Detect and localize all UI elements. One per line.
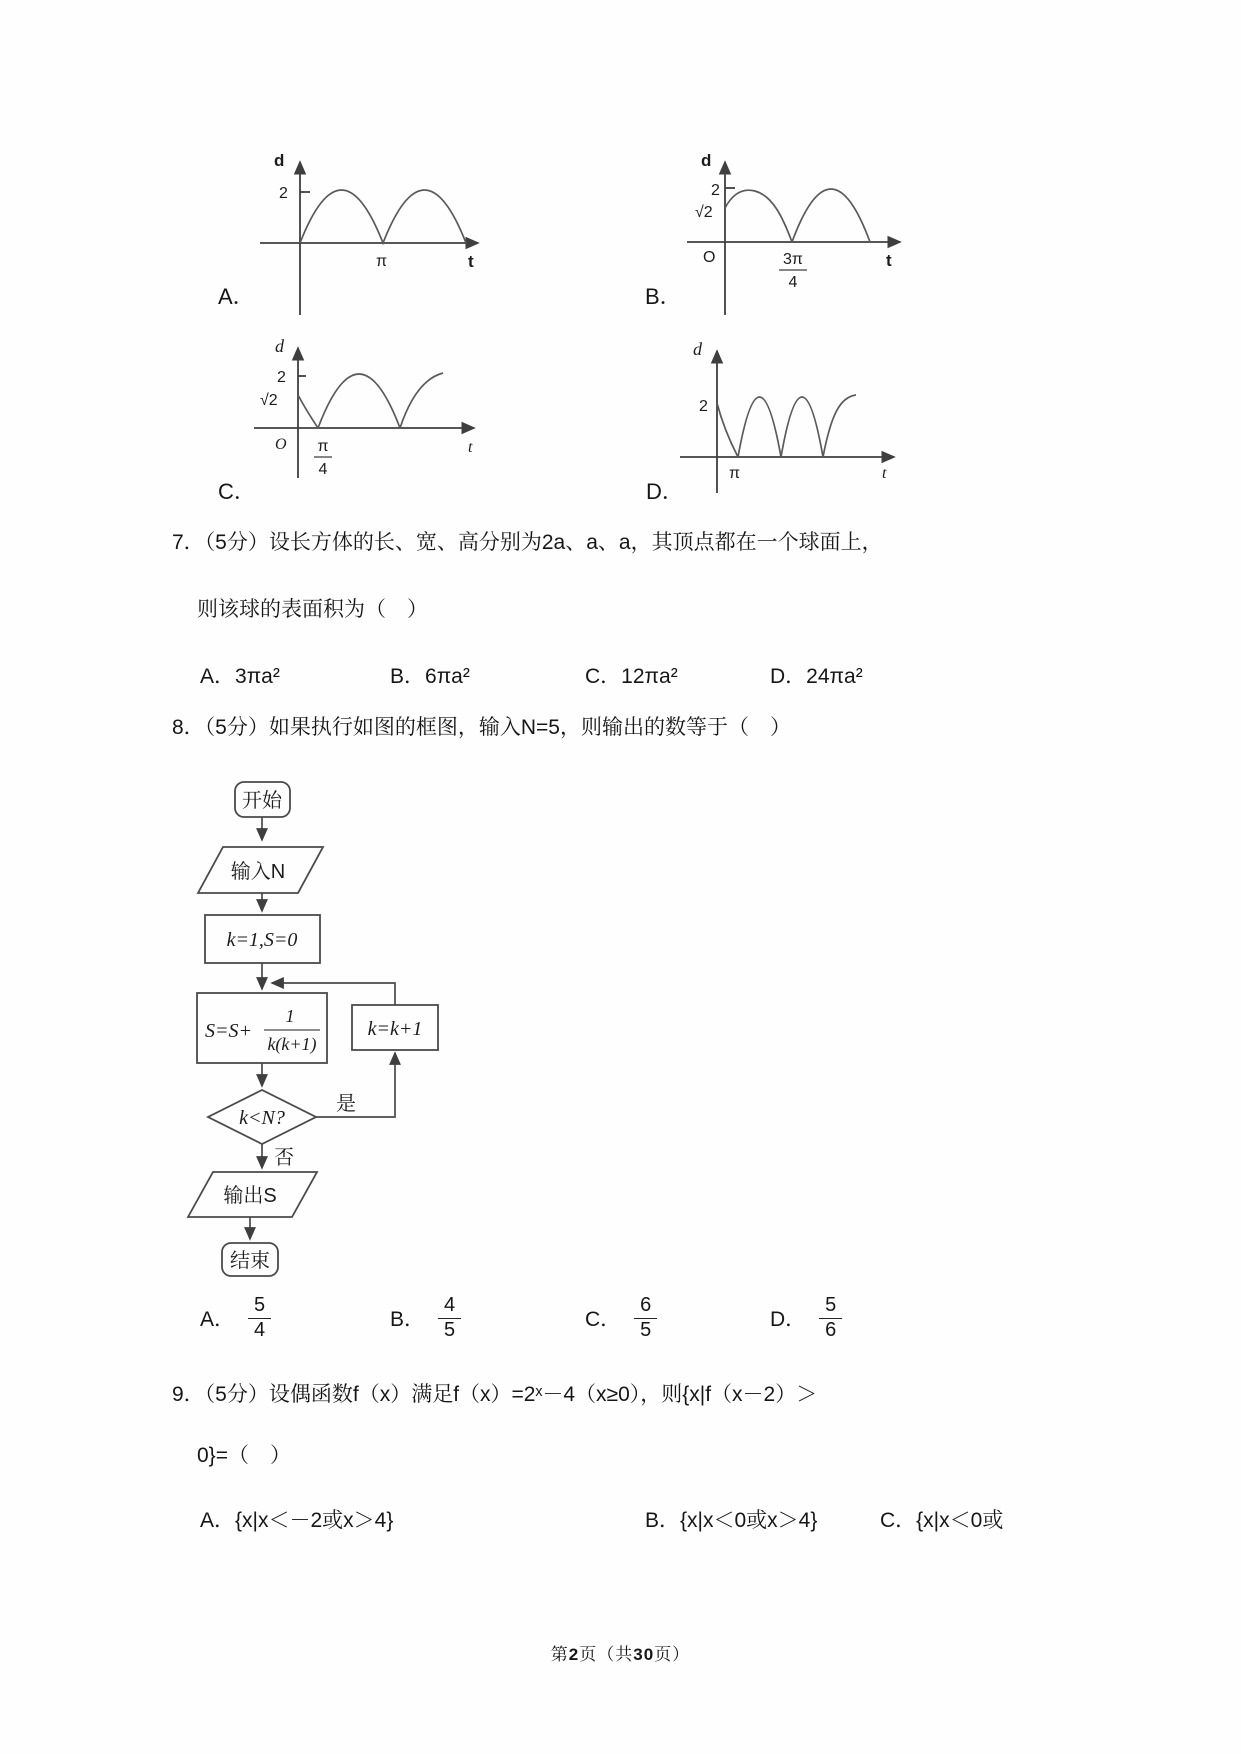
q8-option-c-fraction — [634, 1295, 657, 1341]
axis-label-d: d — [701, 151, 712, 170]
q8-option-b-label: B． — [390, 1308, 426, 1332]
flow-increment-label: k=k+1 — [367, 1018, 423, 1040]
fraction-denominator: 4 — [254, 1318, 266, 1341]
flow-loop-return — [272, 983, 395, 1005]
tick-label-2: 2 — [279, 185, 288, 202]
question-7-line1: 7．（5分）设长方体的长、宽、高分别为2a、a、a，其顶点都在一个球面上， — [172, 531, 883, 554]
q7-option-a-value: 3πa² — [235, 665, 280, 688]
question-7-line2: 则该球的表面积为（ ） — [197, 598, 428, 621]
q7-option-a-label: A． — [200, 665, 236, 688]
option-b-label: B． — [645, 284, 682, 309]
q7-option-d-label: D． — [770, 665, 807, 688]
footer-page-number: 2 — [568, 1645, 580, 1664]
q8-option-a-label: A． — [200, 1308, 236, 1332]
flow-sum-denominator: k(k+1) — [267, 1034, 317, 1054]
q8-option-d-label: D． — [770, 1308, 807, 1332]
fraction-denominator: 5 — [640, 1318, 652, 1341]
origin-label: O — [275, 436, 287, 453]
zero-frac-denominator: 4 — [318, 461, 328, 478]
flow-end-label: 结束 — [230, 1250, 270, 1272]
curve-abs-sine — [300, 190, 466, 243]
option-d-label: D． — [646, 479, 684, 504]
question-9-line1: 9．（5分）设偶函数f（x）满足f（x）=2ˣ－4（x≥0），则{x|f（x－2）＞ — [172, 1383, 818, 1406]
tick-label-sqrt2: √2 — [260, 392, 278, 409]
flow-yes-label: 是 — [336, 1093, 356, 1115]
option-c-label: C． — [218, 479, 256, 504]
zero-label-pi: π — [376, 253, 388, 270]
q8-option-a — [200, 1295, 271, 1341]
origin-label: O — [703, 249, 716, 266]
q8-option-c — [585, 1295, 657, 1341]
flow-input-label: 输入N — [230, 861, 286, 883]
q7-option-d — [770, 660, 863, 690]
flow-condition-label: k<N? — [239, 1107, 285, 1129]
zero-frac-numerator: π — [317, 438, 329, 455]
q8-option-d-fraction — [819, 1295, 842, 1341]
q9-option-b-label: B． — [645, 1509, 681, 1532]
question-9-line2: 0}=（ ） — [197, 1444, 291, 1467]
curve-abs-sine-shifted — [725, 189, 870, 242]
q7-option-c-label: C． — [585, 665, 622, 688]
fraction-numerator: 5 — [819, 1295, 842, 1319]
curve-abs-sine-shifted — [298, 373, 443, 428]
axis-label-t: t — [882, 465, 887, 482]
flow-sum-numerator: 1 — [285, 1006, 295, 1026]
q9-option-a — [200, 1504, 393, 1534]
zero-frac-numerator: 3π — [783, 251, 803, 268]
q8-option-d — [770, 1295, 842, 1341]
flow-init-label: k=1,S=0 — [226, 929, 298, 951]
axis-label-t: t — [468, 252, 474, 271]
q7-option-b-label: B． — [390, 665, 426, 688]
q7-option-b — [390, 660, 470, 690]
q9-option-a-value: {x|x＜－2或x＞4} — [235, 1509, 394, 1532]
zero-label-pi: π — [729, 465, 741, 482]
q8-option-a-fraction — [248, 1295, 271, 1341]
footer-total-pages: 30 — [633, 1645, 655, 1664]
q8-option-c-label: C． — [585, 1308, 622, 1332]
option-a-label: A． — [218, 284, 255, 309]
curve-abs-sine-narrow — [717, 395, 856, 457]
footer-mid: 页（共 — [579, 1645, 634, 1664]
q7-option-c-value: 12πa² — [621, 665, 678, 688]
footer-prefix: 第 — [550, 1645, 569, 1664]
graph-option-a — [250, 140, 500, 320]
q8-flowchart — [150, 750, 470, 1290]
q8-option-b — [390, 1295, 461, 1341]
graph-option-d — [668, 335, 918, 500]
question-8-stem: 8．（5分）如果执行如图的框图，输入N=5，则输出的数等于（ ） — [172, 716, 791, 739]
q9-option-c — [880, 1504, 1003, 1534]
graph-option-c — [248, 330, 493, 495]
q8-option-b-fraction — [438, 1295, 461, 1341]
axis-label-t: t — [468, 439, 473, 456]
q7-option-d-value: 24πa² — [806, 665, 863, 688]
flow-no-label: 否 — [274, 1147, 294, 1169]
fraction-numerator: 6 — [634, 1295, 657, 1319]
axis-label-d: d — [274, 151, 285, 170]
tick-label-2: 2 — [277, 369, 286, 386]
flow-start-label: 开始 — [242, 790, 282, 812]
axis-label-d: d — [275, 336, 284, 356]
page-footer — [0, 1640, 1241, 1665]
axis-label-d: d — [693, 339, 702, 359]
q9-option-c-value: {x|x＜0或 — [916, 1509, 1004, 1532]
q7-option-a — [200, 660, 280, 690]
fraction-numerator: 5 — [248, 1295, 271, 1319]
tick-label-2: 2 — [699, 398, 708, 415]
q9-option-b-value: {x|x＜0或x＞4} — [680, 1509, 818, 1532]
q9-option-a-label: A． — [200, 1509, 236, 1532]
q9-option-c-label: C． — [880, 1509, 917, 1532]
fraction-denominator: 6 — [825, 1318, 837, 1341]
footer-suffix: 页） — [654, 1645, 691, 1664]
flow-output-label: 输出S — [223, 1185, 277, 1207]
tick-label-sqrt2: √2 — [695, 204, 713, 221]
graph-option-b — [675, 140, 925, 320]
q7-option-c — [585, 660, 678, 690]
q7-option-b-value: 6πa² — [425, 665, 470, 688]
fraction-numerator: 4 — [438, 1295, 461, 1319]
q9-option-b — [645, 1504, 817, 1534]
axis-label-t: t — [886, 251, 892, 270]
fraction-denominator: 5 — [444, 1318, 456, 1341]
tick-label-2: 2 — [711, 182, 720, 199]
zero-frac-denominator: 4 — [788, 274, 798, 291]
flow-sum-prefix: S=S+ — [205, 1020, 252, 1042]
